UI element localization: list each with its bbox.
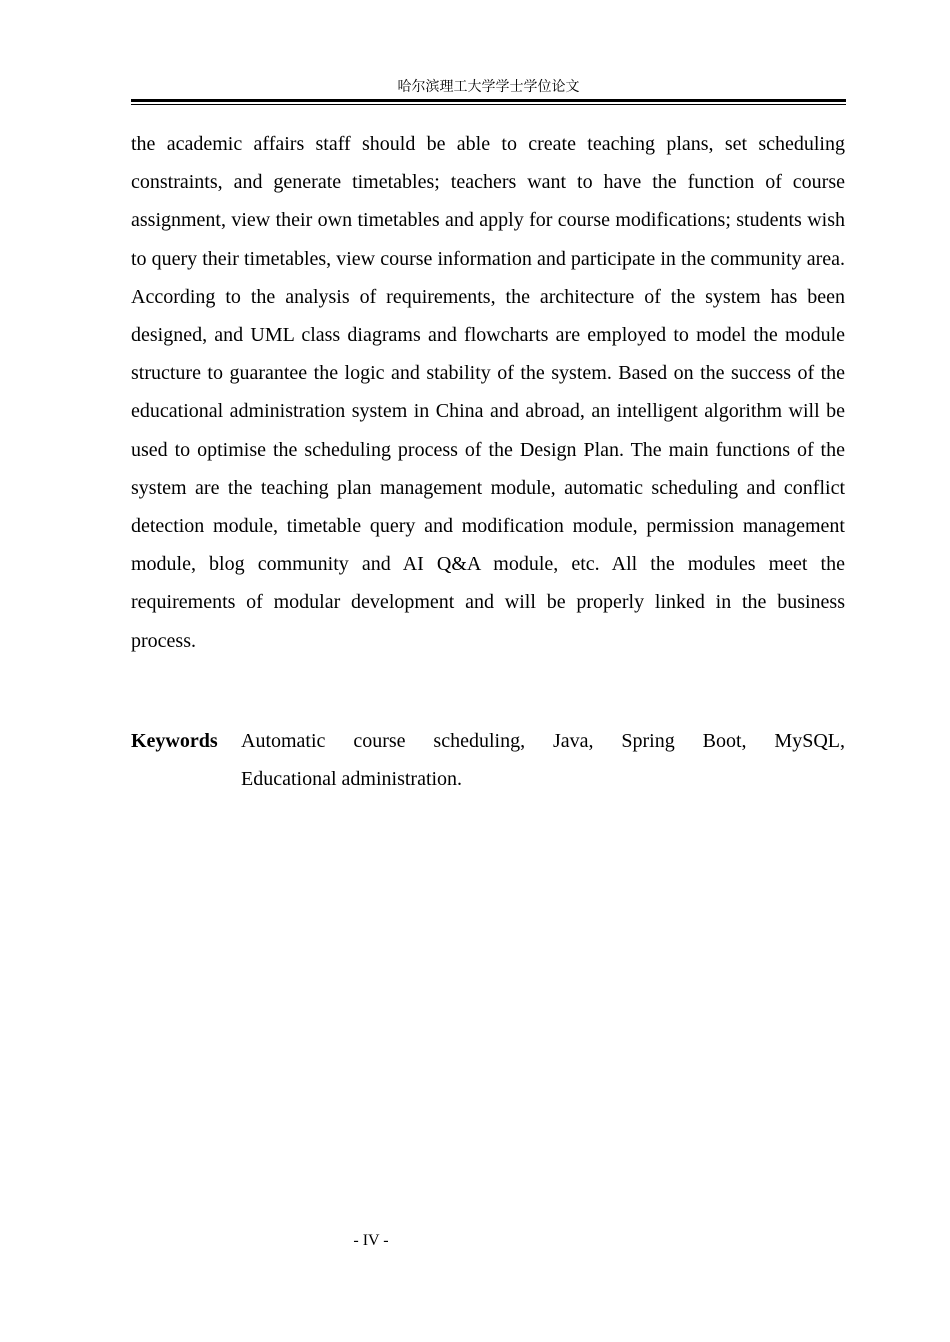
page-header — [131, 76, 846, 100]
keywords-section — [131, 722, 845, 798]
header-title: 哈尔滨理工大学学士学位论文 — [397, 79, 580, 95]
keywords-label: Keywords — [131, 730, 218, 752]
keywords-line-2: Educational administration. — [241, 768, 463, 791]
header-rule-thin — [131, 104, 846, 105]
abstract-paragraph: the academic affairs staff should be able to create teaching plans, set scheduling constraints, and generate timetables; teachers want to have the function of course assignment, view their own timetables and apply for course modifications; students wish to query their timetables, view course information and participate in the community area. According to the analysis of requirements, the architecture of the system has been designed, and UML class diagrams and flowcharts are employed to model the module structure to guarantee the logic and stability of the system. Based on the success of the educational administration system in China and abroad, an intelligent algorithm will be used to optimise the scheduling process of the Design Plan. The main functions of the system are the teaching plan management module, automatic scheduling and conflict detection module, timetable query and modification module, permission management module, blog community and AI Q&A module, etc. All the modules meet the requirements of modular development and will be properly linked in the business process. — [131, 133, 845, 652]
keywords-line-1: Automatic course scheduling, Java, Spring Boot, MySQL, — [241, 730, 845, 752]
page-number: - IV - — [353, 1232, 389, 1249]
keywords-list — [241, 722, 845, 798]
header-rule-thick — [131, 99, 846, 102]
